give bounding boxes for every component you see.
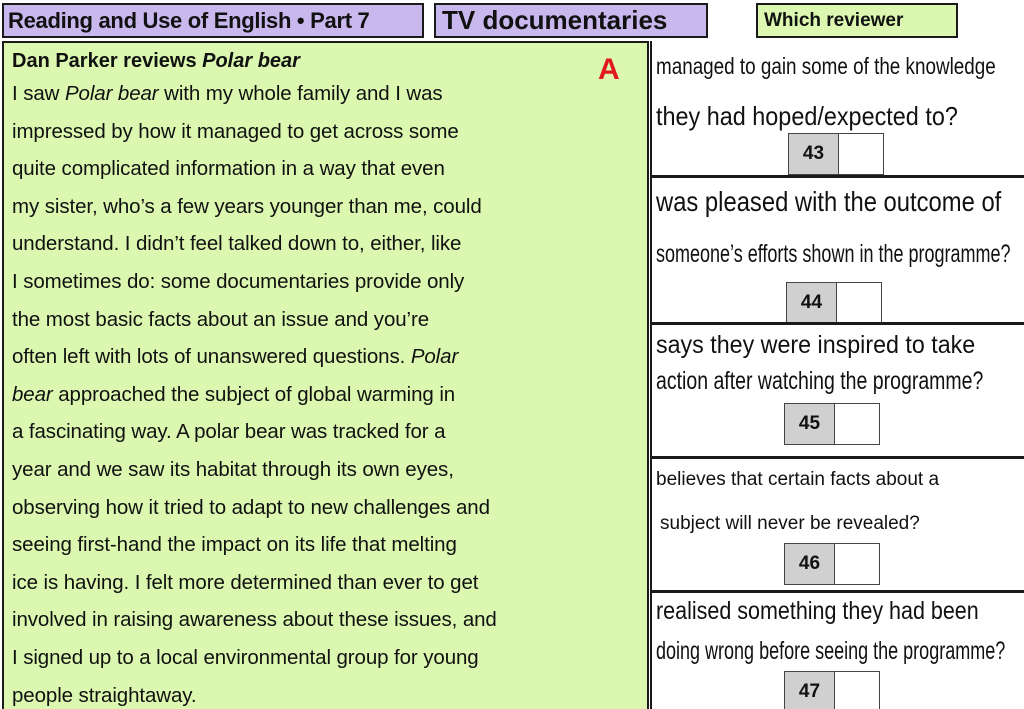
question-45 bbox=[650, 325, 1024, 459]
review-text-run: the most basic facts about an issue and you’re bbox=[12, 307, 430, 331]
review-line bbox=[12, 338, 639, 376]
review-text-run: Polar bbox=[410, 345, 459, 369]
review-text-run: with my whole family and I was bbox=[158, 82, 443, 105]
review-text-run: impressed by how it managed to get across some bbox=[12, 119, 459, 143]
review-line bbox=[12, 150, 639, 188]
answer-input-47[interactable] bbox=[835, 672, 879, 709]
question-46 bbox=[650, 459, 1024, 593]
review-body bbox=[12, 75, 639, 709]
review-text-run: I saw bbox=[12, 82, 65, 105]
review-line bbox=[12, 639, 639, 677]
review-line bbox=[12, 301, 639, 339]
review-line bbox=[12, 413, 639, 451]
answer-box-47[interactable] bbox=[784, 671, 880, 709]
answer-box-43[interactable] bbox=[788, 133, 884, 175]
question-47-line-1: realised something they had been bbox=[656, 597, 979, 625]
review-text-run: I signed up to a local environmental group for young bbox=[12, 645, 479, 669]
answer-number-44: 44 bbox=[787, 283, 837, 323]
review-line bbox=[12, 113, 639, 151]
review-letter: A bbox=[598, 53, 620, 86]
review-text-run: a fascinating way. A polar bear was tracked for a bbox=[12, 420, 446, 444]
review-line bbox=[12, 677, 639, 709]
question-46-line-1: believes that certain facts about a bbox=[656, 469, 940, 490]
question-44-line-1: was pleased with the outcome of bbox=[656, 186, 1002, 217]
answer-input-44[interactable] bbox=[837, 283, 881, 323]
question-45-line-1: says they were inspired to take bbox=[656, 331, 976, 359]
question-47-line-2: doing wrong before seeing the programme? bbox=[656, 637, 1006, 665]
header-topic-label bbox=[434, 3, 708, 38]
answer-box-44[interactable] bbox=[786, 282, 882, 324]
review-line bbox=[12, 188, 639, 226]
review-text-run: bear bbox=[12, 382, 53, 406]
answer-number-47: 47 bbox=[785, 672, 835, 709]
review-line bbox=[12, 564, 639, 602]
answer-number-43: 43 bbox=[789, 134, 839, 174]
review-text-run: quite complicated information in a way that even bbox=[12, 157, 445, 181]
question-43-line-1: managed to gain some of the knowledge bbox=[656, 53, 996, 79]
review-text-run: Polar bear bbox=[64, 82, 159, 105]
review-text-run: ice is having. I felt more determined than ever to get bbox=[12, 570, 479, 594]
review-title bbox=[12, 47, 639, 75]
review-line bbox=[12, 75, 639, 113]
review-text-run: seeing first-hand the impact on its life that melting bbox=[12, 533, 457, 557]
review-text-run: observing how it tried to adapt to new challenges and bbox=[12, 495, 490, 519]
review-title-programme: Polar bear bbox=[202, 50, 300, 72]
review-text-run: involved in raising awareness about these issues, and bbox=[12, 608, 497, 632]
header-which-reviewer bbox=[756, 3, 958, 38]
review-line bbox=[12, 451, 639, 489]
question-43 bbox=[650, 41, 1024, 178]
question-45-line-2: action after watching the programme? bbox=[656, 367, 984, 395]
question-44 bbox=[650, 178, 1024, 325]
review-text-run: year and we saw its habitat through its own eyes, bbox=[12, 457, 454, 481]
answer-box-45[interactable] bbox=[784, 403, 880, 445]
review-text-run: often left with lots of unanswered questions. bbox=[12, 345, 411, 369]
review-line bbox=[12, 526, 639, 564]
review-line bbox=[12, 376, 639, 414]
header-part-label bbox=[2, 3, 424, 38]
header-part-text: Reading and Use of English • Part 7 bbox=[8, 7, 370, 33]
answer-number-45: 45 bbox=[785, 404, 835, 444]
review-text-run: my sister, who’s a few years younger than me, could bbox=[12, 194, 482, 218]
review-line bbox=[12, 263, 639, 301]
question-46-line-2: subject will never be revealed? bbox=[660, 513, 920, 534]
header-which-text: Which reviewer bbox=[764, 9, 904, 31]
review-panel bbox=[2, 41, 649, 709]
answer-input-46[interactable] bbox=[835, 544, 879, 584]
review-line bbox=[12, 225, 639, 263]
answer-number-46: 46 bbox=[785, 544, 835, 584]
review-text-run: I sometimes do: some documentaries provide only bbox=[12, 269, 465, 293]
answer-input-43[interactable] bbox=[839, 134, 883, 174]
header-topic-text: TV documentaries bbox=[442, 5, 668, 35]
answer-box-46[interactable] bbox=[784, 543, 880, 585]
review-line bbox=[12, 489, 639, 527]
review-line bbox=[12, 601, 639, 639]
review-title-prefix: Dan Parker reviews bbox=[12, 50, 203, 72]
question-44-line-2: someone’s efforts shown in the programme? bbox=[656, 240, 1011, 268]
answer-input-45[interactable] bbox=[835, 404, 879, 444]
question-43-line-2: they had hoped/expected to? bbox=[656, 101, 958, 131]
question-47 bbox=[650, 593, 1024, 709]
review-text-run: understand. I didn’t feel talked down to, either, like bbox=[12, 232, 462, 256]
review-text-run: people straightaway. bbox=[12, 683, 197, 707]
review-text-run: approached the subject of global warming in bbox=[52, 382, 456, 406]
